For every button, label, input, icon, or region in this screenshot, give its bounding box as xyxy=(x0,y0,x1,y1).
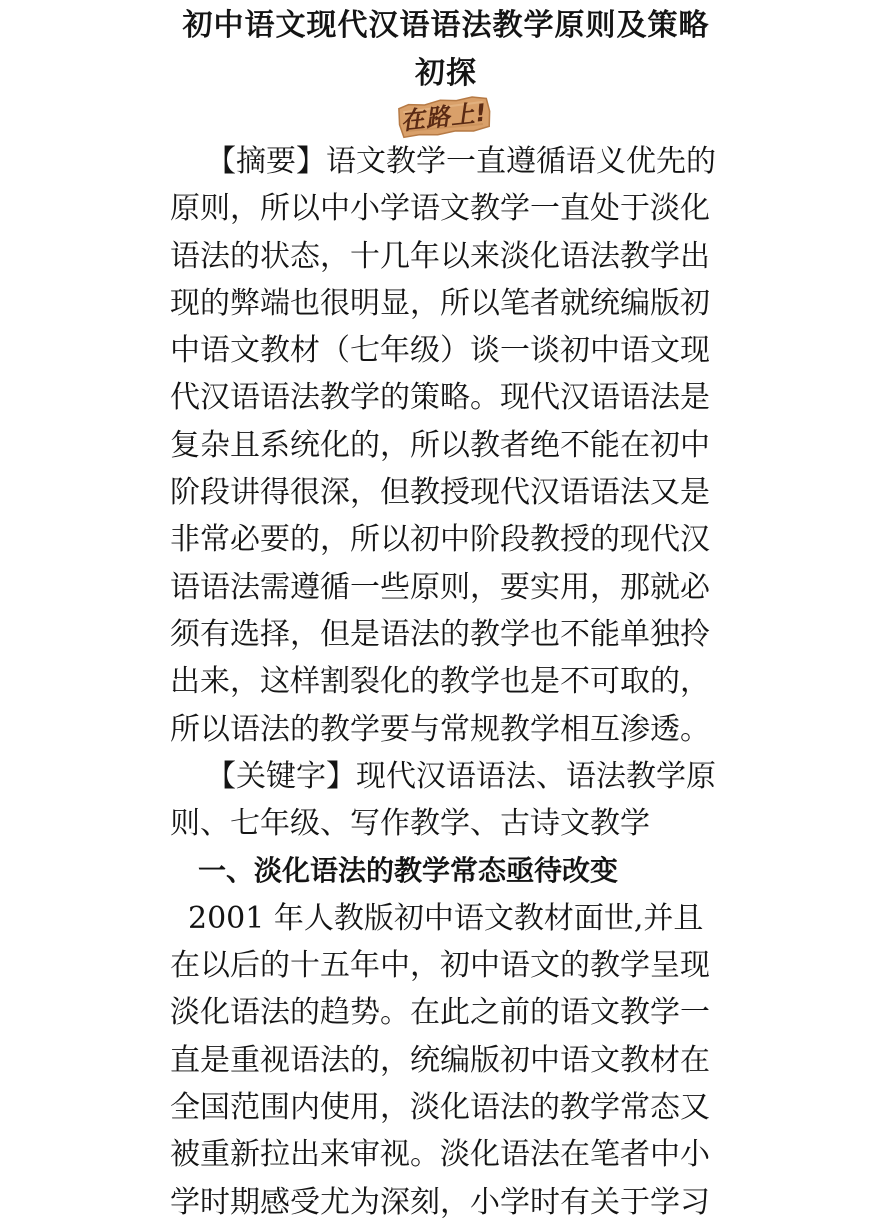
keywords-label: 【关键字】 xyxy=(206,758,356,794)
sticker-label: 在路上! xyxy=(399,98,489,136)
keywords-text: 现代汉语语法、语法教学原则、七年级、写作教学、古诗文教学 xyxy=(170,758,716,842)
section-paragraph: 2001 年人教版初中语文教材面世,并且在以后的十五年中，初中语文的教学呈现淡化语法的趋势。在此之前的语文教学一直是重视语法的，统编版初中语文教材在全国范围内使用，淡化语法的教学常态又被重新拉出来审视。淡化语法在笔者中小学时期感受尤为深刻，小学时有关于学习 xyxy=(170,900,710,1220)
keywords-paragraph xyxy=(170,753,724,848)
article-title: 初中语文现代汉语语法教学原则及策略初探 xyxy=(182,8,710,91)
abstract-paragraph xyxy=(170,138,724,753)
article-body xyxy=(170,138,724,1226)
abstract-label: 【摘要】 xyxy=(206,144,326,179)
section-heading: 一、淡化语法的教学常态亟待改变 xyxy=(198,854,619,888)
sticker-badge xyxy=(394,93,493,141)
abstract-text: 语文教学一直遵循语义优先的原则，所以中小学语文教学一直处于淡化语法的状态，十几年以来淡化语法教学出现的弊端也很明显，所以笔者就统编版初中语文教材（七年级）谈一谈初中语文现代汉语语法教学的策略。现代汉语语法是复杂且系统化的，所以教者绝不能在初中阶段讲得很深，但教授现代汉语语法又是非常必要的，所以初中阶段教授的现代汉语语法需遵循一些原则，要实用，那就必须有选择，但是语法的教学也不能单独拎出来，这样割裂化的教学也是不可取的，所以语法的教学要与常规教学相互渗透。 xyxy=(170,144,716,747)
